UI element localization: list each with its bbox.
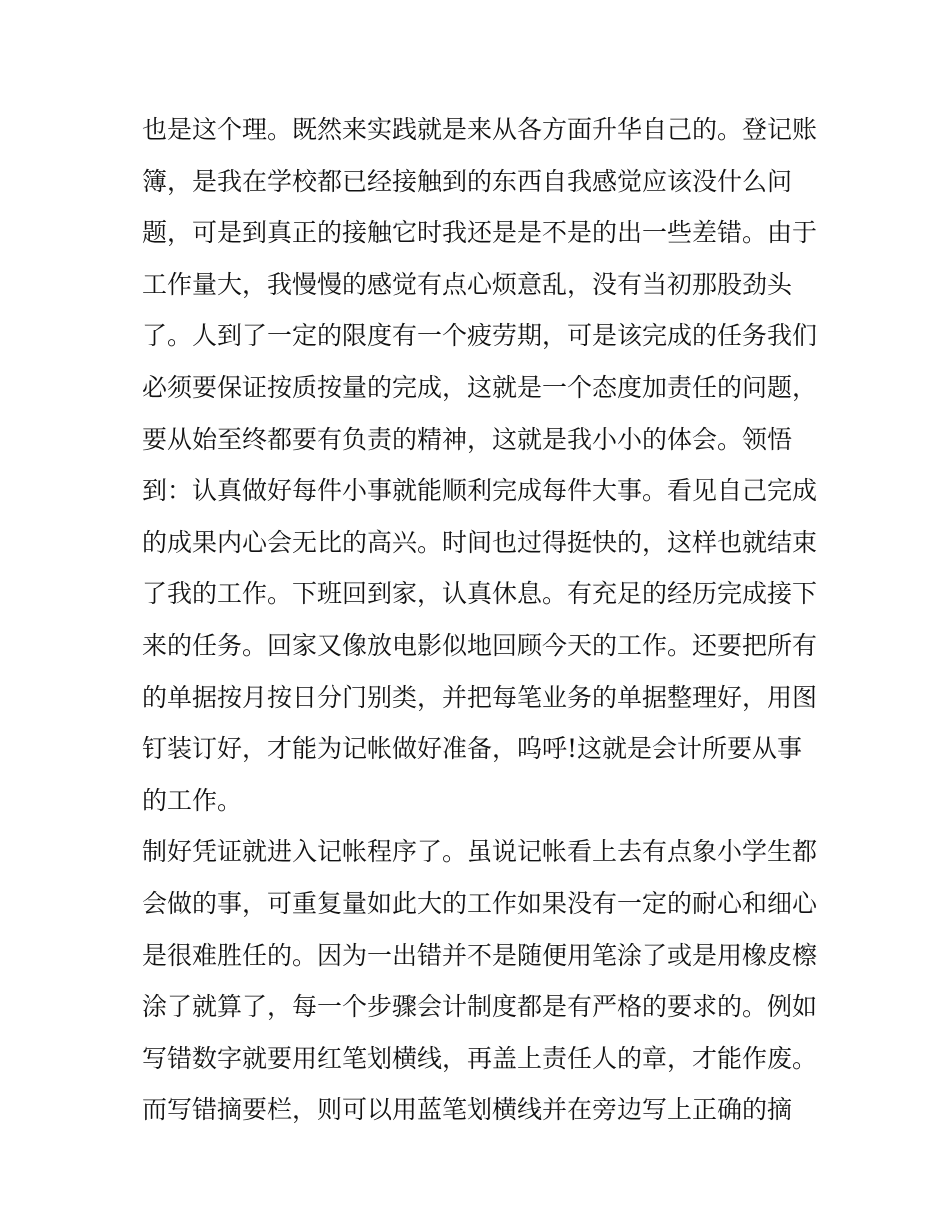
- text-line: 工作量大，我慢慢的感觉有点心烦意乱，没有当初那股劲头: [142, 269, 793, 299]
- text-line: 题，可是到真正的接触它时我还是是不是的出一些差错。由于: [142, 218, 818, 248]
- text-line: 涂了就算了，每一个步骤会计制度都是有严格的要求的。例如: [142, 992, 818, 1022]
- text-line: 了我的工作。下班回到家，认真休息。有充足的经历完成接下: [142, 579, 818, 609]
- text-line: 的成果内心会无比的高兴。时间也过得挺快的，这样也就结束: [142, 527, 818, 557]
- text-line: 是很难胜任的。因为一出错并不是随便用笔涂了或是用橡皮檫: [142, 940, 818, 970]
- text-line: 必须要保证按质按量的完成，这就是一个态度加责任的问题，: [142, 372, 818, 402]
- text-line: 会做的事，可重复量如此大的工作如果没有一定的耐心和细心: [142, 888, 818, 918]
- text-line: 而写错摘要栏，则可以用蓝笔划横线并在旁边写上正确的摘: [142, 1095, 793, 1125]
- body-text: [142, 110, 822, 1142]
- text-line: 到：认真做好每件小事就能顺利完成每件大事。看见自己完成: [142, 476, 818, 506]
- text-line: 的工作。: [142, 785, 243, 815]
- text-line: 来的任务。回家又像放电影似地回顾今天的工作。还要把所有: [142, 630, 818, 660]
- text-line: 制好凭证就进入记帐程序了。虽说记帐看上去有点象小学生都: [142, 837, 818, 867]
- text-line: 也是这个理。既然来实践就是来从各方面升华自己的。登记账: [142, 115, 818, 144]
- text-line: 簿，是我在学校都已经接触到的东西自我感觉应该没什么问: [142, 166, 793, 196]
- text-line: 要从始至终都要有负责的精神，这就是我小小的体会。领悟: [142, 424, 793, 454]
- text-line: 的单据按月按日分门别类，并把每笔业务的单据整理好，用图: [142, 682, 818, 712]
- text-line: 写错数字就要用红笔划横线，再盖上责任人的章，才能作废。: [142, 1043, 818, 1073]
- text-line: 了。人到了一定的限度有一个疲劳期，可是该完成的任务我们: [142, 321, 818, 351]
- text-line: 钉装订好，才能为记帐做好准备，呜呼!这就是会计所要从事: [142, 734, 803, 764]
